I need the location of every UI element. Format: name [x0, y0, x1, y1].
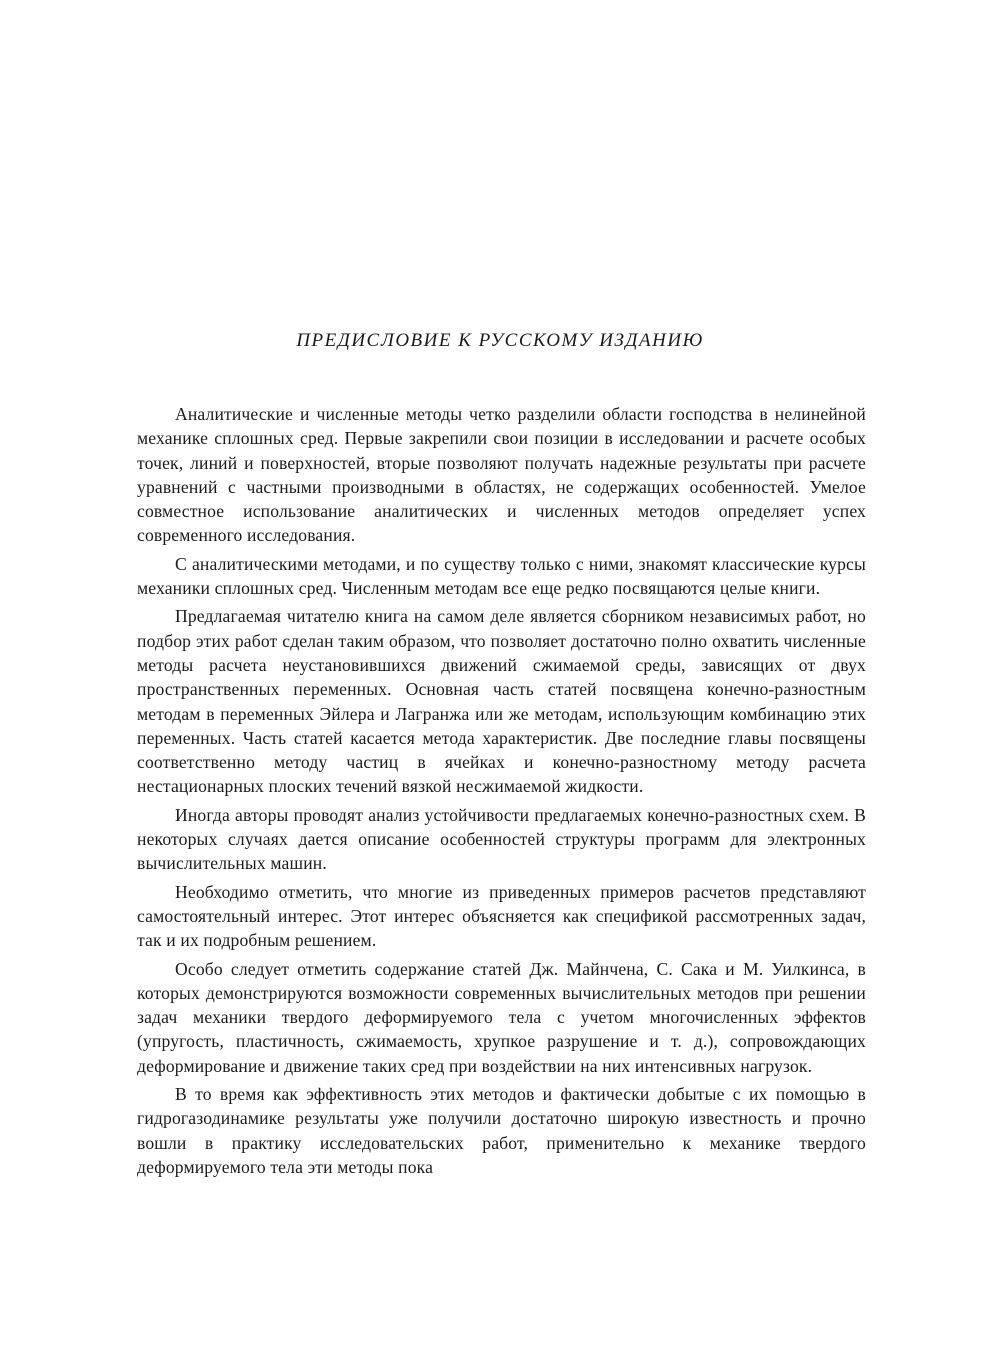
paragraph-6: Особо следует отметить содержание статей Дж. Майнчена, С. Сака и М. Уилкинса, в которых демонстрируются возможности современных вычислительных методов при решении задач механики твердого деформируемого тела с учетом многочисленных эффектов (упругость, пластичность, сжимаемость, хрупкое разрушение и т. д.), сопровождающих деформирование и движение таких сред при воздействии на них интенсивных нагрузок. — [137, 958, 866, 1076]
body-text — [137, 402, 866, 1183]
paragraph-7: В то время как эффективность этих методов и фактически добытые с их помощью в гидрогазодинамике результаты уже получили достаточно широкую известность и прочно вошли в практику исследовательских работ, применительно к механике твердого деформируемого тела эти методы пока — [137, 1084, 866, 1177]
paragraph-5: Необходимо отметить, что многие из приведенных примеров расчетов представляют самостоятельный интерес. Этот интерес объясняется как спецификой рассмотренных задач, так и их подробным решением. — [137, 881, 866, 951]
paragraph-3: Предлагаемая читателю книга на самом деле является сборником независимых работ, но подбор этих работ сделан таким образом, что позволяет достаточно полно охватить численные методы расчета неустановившихся движений сжимаемой среды, зависящих от двух пространственных переменных. Основная часть статей посвящена конечно-разностным методам в переменных Эйлера и Лагранжа или же методам, использующим комбинацию этих переменных. Часть статей касается метода характеристик. Две последние главы посвящены соответственно методу частиц в ячейках и конечно-разностному методу расчета нестационарных плоских течений вязкой несжимаемой жидкости. — [137, 606, 866, 797]
paragraph-1: Аналитические и численные методы четко разделили области господства в нелинейной механике сплошных сред. Первые закрепили свои позиции в исследовании и расчете особых точек, линий и поверхностей, вторые позволяют получать надежные результаты при расчете уравнений с частными производными в областях, не содержащих особенностей. Умелое совместное использование аналитических и численных методов определяет успех современного исследования. — [137, 404, 866, 546]
paragraph-4: Иногда авторы проводят анализ устойчивости предлагаемых конечно-разностных схем. В некоторых случаях дается описание особенностей структуры программ для электронных вычислительных машин. — [137, 804, 866, 874]
page-title: ПРЕДИСЛОВИЕ К РУССКОМУ ИЗДАНИЮ — [296, 330, 704, 351]
paragraph-2: С аналитическими методами, и по существу только с ними, знакомят классические курсы механики сплошных сред. Численным методам все еще редко посвящаются целые книги. — [137, 553, 866, 599]
